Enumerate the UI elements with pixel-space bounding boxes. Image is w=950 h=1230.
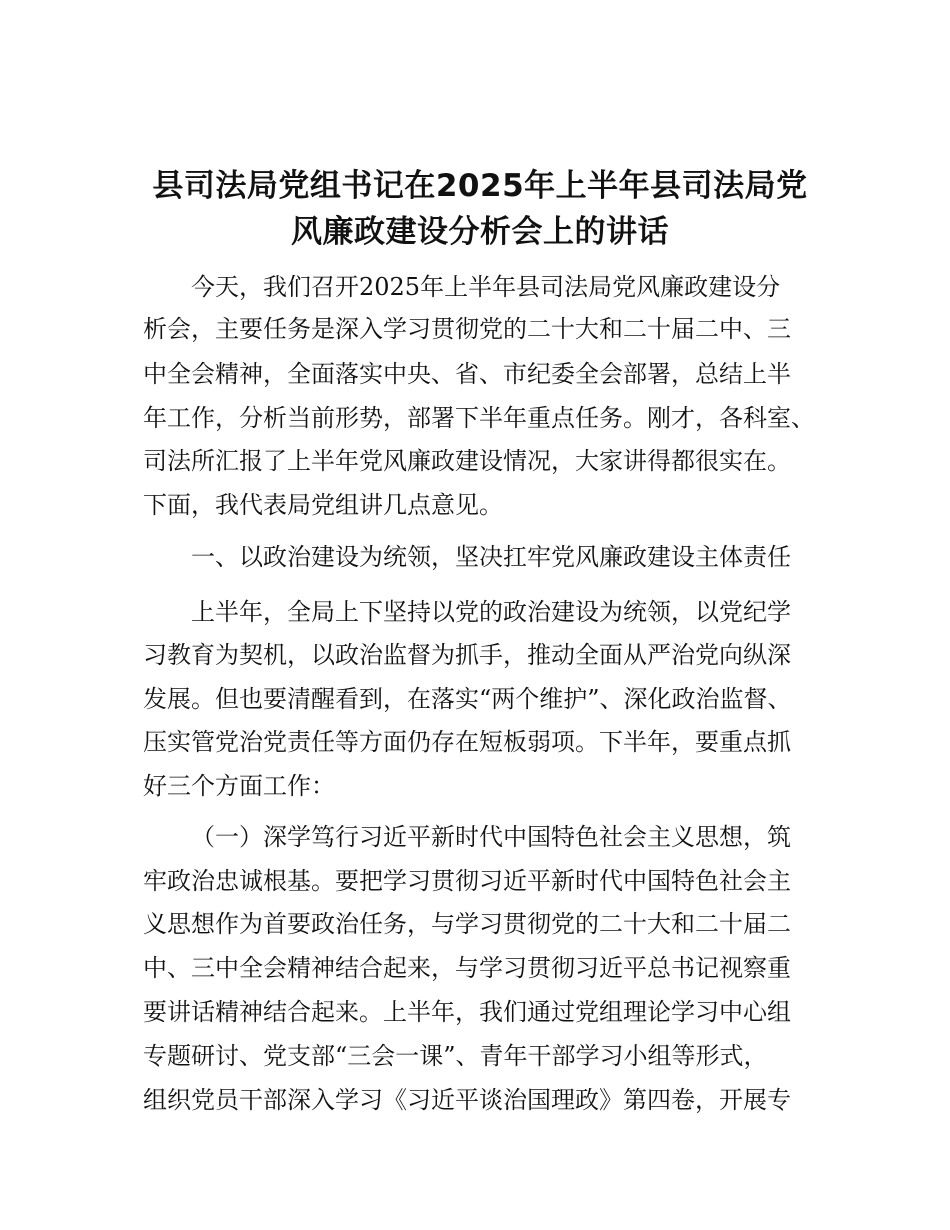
paragraph-line: 下面，我代表局党组讲几点意见。 xyxy=(143,491,503,519)
paragraph-line: 司法所汇报了上半年党风廉政建设情况，大家讲得都很实在。 xyxy=(143,447,791,475)
subsection-heading-line: （一）深学笃行习近平新时代中国特色社会主义思想，筑 xyxy=(191,823,791,851)
document-title-line-2: 风廉政建设分析会上的讲话 xyxy=(291,214,669,250)
paragraph-line: 今天，我们召开2025年上半年县司法局党风廉政建设分 xyxy=(191,273,781,301)
paragraph-line: 年工作，分析当前形势，部署下半年重点任务。刚才，各科室、 xyxy=(143,404,815,432)
section-heading: 一、以政治建设为统领，坚决扛牢党风廉政建设主体责任 xyxy=(191,543,791,571)
paragraph-line: 发展。但也要清醒看到，在落实“两个维护”、深化政治监督、 xyxy=(143,685,792,713)
paragraph-line: 组织党员干部深入学习《习近平谈治国理政》第四卷，开展专 xyxy=(143,1086,791,1114)
paragraph-line: 习教育为契机，以政治监督为抓手，推动全面从严治党向纵深 xyxy=(143,641,791,669)
document-title-line-1: 县司法局党组书记在2025年上半年县司法局党 xyxy=(152,168,808,204)
paragraph-line: 上半年，全局上下坚持以党的政治建设为统领，以党纪学 xyxy=(191,598,791,626)
paragraph-line: 中、三中全会精神结合起来，与学习贯彻习近平总书记视察重 xyxy=(143,954,791,982)
paragraph-line: 压实管党治党责任等方面仍存在短板弱项。下半年，要重点抓 xyxy=(143,728,791,756)
paragraph-line: 义思想作为首要政治任务，与学习贯彻党的二十大和二十届二 xyxy=(143,910,791,938)
paragraph-line: 析会，主要任务是深入学习贯彻党的二十大和二十届二中、三 xyxy=(143,315,791,343)
paragraph-line: 牢政治忠诚根基。要把学习贯彻习近平新时代中国特色社会主 xyxy=(143,867,791,895)
paragraph-line: 要讲话精神结合起来。上半年，我们通过党组理论学习中心组 xyxy=(143,998,791,1026)
paragraph-line: 专题研讨、党支部“三会一课”、青年干部学习小组等形式， xyxy=(143,1042,768,1070)
paragraph-line: 中全会精神，全面落实中央、省、市纪委全会部署，总结上半 xyxy=(143,360,791,388)
paragraph-line: 好三个方面工作： xyxy=(143,772,335,800)
